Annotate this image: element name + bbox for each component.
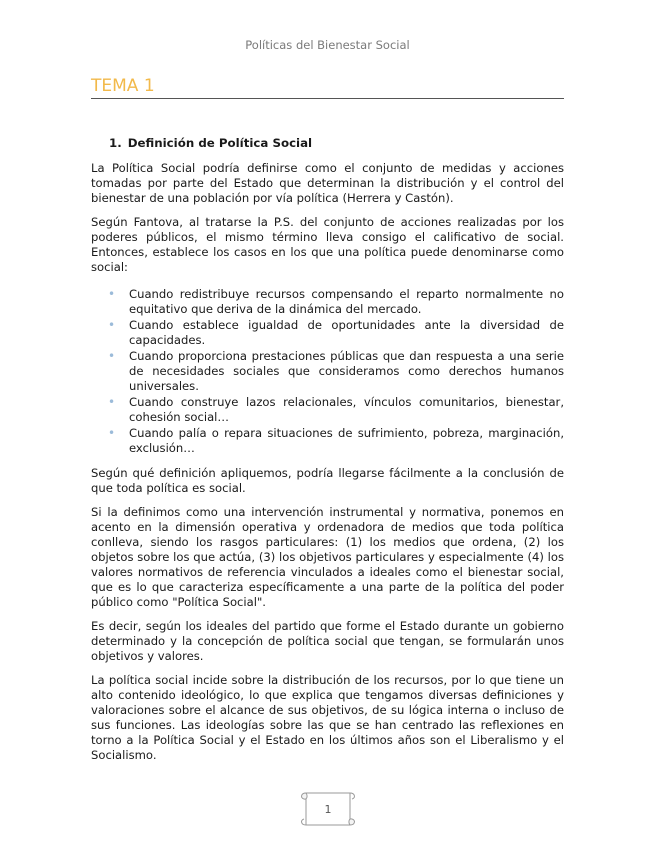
paragraph: Es decir, según los ideales del partido que forme el Estado durante un gobierno determinado y la concepción de política social que tengan, se formularán unos objetivos y valores.	[91, 619, 564, 663]
bullet-icon: •	[108, 318, 116, 332]
tema-title: TEMA 1	[91, 76, 564, 99]
list-item-text: Cuando redistribuye recursos compensando el reparto normalmente no equitativo que deriva de la dinámica del mercado.	[129, 287, 564, 316]
section-heading	[109, 136, 564, 151]
bullet-icon: •	[108, 349, 116, 363]
document-body	[91, 136, 564, 772]
list-item-text: Cuando establece igualdad de oportunidades ante la diversidad de capacidades.	[129, 318, 564, 347]
page-number-scroll	[297, 788, 359, 830]
bullet-icon: •	[108, 426, 116, 440]
bullet-list	[91, 287, 564, 456]
running-header: Políticas del Bienestar Social	[245, 38, 410, 52]
list-item	[91, 318, 564, 348]
paragraph: Según Fantova, al tratarse la P.S. del conjunto de acciones realizadas por los poderes públicos, el mismo término lleva consigo el calificativo de social. Entonces, establece los casos en los que una política puede denominarse como social:	[91, 215, 564, 274]
paragraph: La Política Social podría definirse como el conjunto de medidas y acciones tomadas por parte del Estado que determinan la distribución y el control del bienestar de una población por vía política (Herrera y Castón).	[91, 161, 564, 205]
bullet-icon: •	[108, 395, 116, 409]
paragraph: Si la definimos como una intervención instrumental y normativa, ponemos en acento en la dimensión operativa y ordenadora de medios que toda política conlleva, siendo los rasgos particulares: (1) los medios que ordena, (2) los objetos sobre los que actúa, (3) los objetivos particulares y especialmente (4) los valores normativos de referencia vinculados a ideales como el bienestar social, que es lo que caracteriza específicamente a una parte de la política del poder público como "Política Social".	[91, 505, 564, 609]
list-item	[91, 395, 564, 425]
bullet-icon: •	[108, 287, 116, 301]
section-title: Definición de Política Social	[127, 136, 313, 150]
list-item-text: Cuando proporciona prestaciones públicas que dan respuesta a una serie de necesidades sociales que consideramos como derechos humanos universales.	[129, 349, 564, 393]
list-item-text: Cuando construye lazos relacionales, vínculos comunitarios, bienestar, cohesión social…	[129, 395, 564, 424]
list-item	[91, 287, 564, 317]
list-item	[91, 349, 564, 394]
paragraph: Según qué definición apliquemos, podría llegarse fácilmente a la conclusión de que toda política es social.	[91, 466, 564, 495]
section-number: 1.	[109, 136, 122, 150]
list-item	[91, 426, 564, 456]
paragraph: La política social incide sobre la distribución de los recursos, por lo que tiene un alto contenido ideológico, lo que explica que tengamos diversas definiciones y valoraciones sobre el alcance de sus objetivos, de su lógica interna o incluso de sus funciones. Las ideologías sobre las que se han centrado las reflexiones en torno a la Política Social y el Estado en los últimos años son el Liberalismo y el Socialismo.	[91, 673, 564, 762]
page-number: 1	[324, 803, 332, 816]
list-item-text: Cuando palía o repara situaciones de sufrimiento, pobreza, marginación, exclusión…	[129, 426, 564, 455]
